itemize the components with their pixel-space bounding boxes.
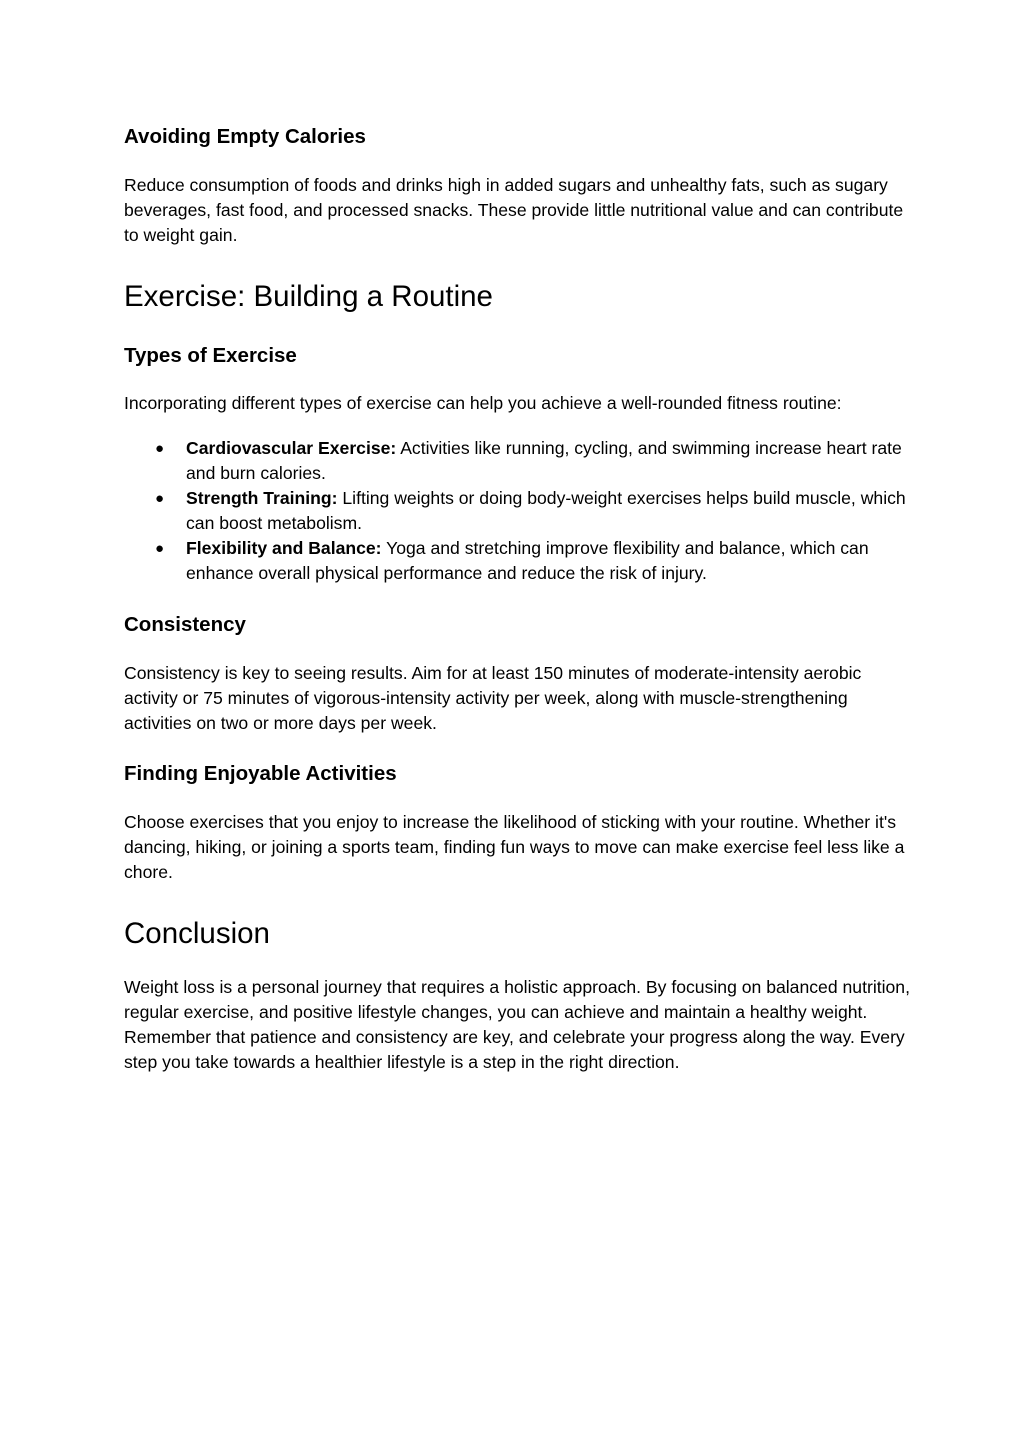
bullet-icon: ●: [155, 490, 165, 507]
list-item: [124, 436, 914, 486]
bullet-icon: ●: [155, 440, 165, 457]
paragraph-types-intro: Incorporating different types of exercise can help you achieve a well-rounded fitness routine:: [124, 393, 842, 413]
heading-types-of-exercise: Types of Exercise: [124, 344, 297, 367]
exercise-types-list: [124, 436, 914, 586]
list-item: [124, 486, 914, 536]
list-item-text: Lifting weights or doing body-weight exercises helps build muscle, which can boost metabolism.: [186, 488, 906, 533]
list-item-text: Yoga and stretching improve flexibility and balance, which can enhance overall physical performance and reduce the risk of injury.: [186, 538, 869, 583]
heading-consistency: Consistency: [124, 613, 246, 636]
heading-avoiding-empty-calories: Avoiding Empty Calories: [124, 125, 366, 148]
list-item-term: Cardiovascular Exercise:: [186, 438, 397, 458]
heading-finding-enjoyable-activities: Finding Enjoyable Activities: [124, 762, 397, 785]
heading-exercise-building-routine: Exercise: Building a Routine: [124, 280, 493, 313]
paragraph-conclusion: Weight loss is a personal journey that requires a holistic approach. By focusing on balanced nutrition, regular exercise, and positive lifestyle changes, you can achieve and maintain a healthy weight. Remember that patience and consistency are key, and celebrate your progress along the way. Every step you take towards a healthier lifestyle is a step in the right direction.: [124, 977, 910, 1072]
paragraph-empty-calories: Reduce consumption of foods and drinks high in added sugars and unhealthy fats, such as sugary beverages, fast food, and processed snacks. These provide little nutritional value and can contribute to weight gain.: [124, 175, 904, 245]
list-item: [124, 536, 914, 586]
paragraph-enjoyable-activities: Choose exercises that you enjoy to increase the likelihood of sticking with your routine. Whether it's dancing, hiking, or joining a sports team, finding fun ways to move can make exercise feel less like a chore.: [124, 812, 905, 882]
list-item-text: Activities like running, cycling, and swimming increase heart rate and burn calories.: [186, 438, 902, 483]
heading-conclusion: Conclusion: [124, 917, 270, 950]
list-item-term: Strength Training:: [186, 488, 338, 508]
paragraph-consistency: Consistency is key to seeing results. Aim for at least 150 minutes of moderate-intensity aerobic activity or 75 minutes of vigorous-intensity activity per week, along with muscle-strengthening activities on two or more days per week.: [124, 663, 862, 733]
list-item-term: Flexibility and Balance:: [186, 538, 382, 558]
bullet-icon: ●: [155, 540, 165, 557]
